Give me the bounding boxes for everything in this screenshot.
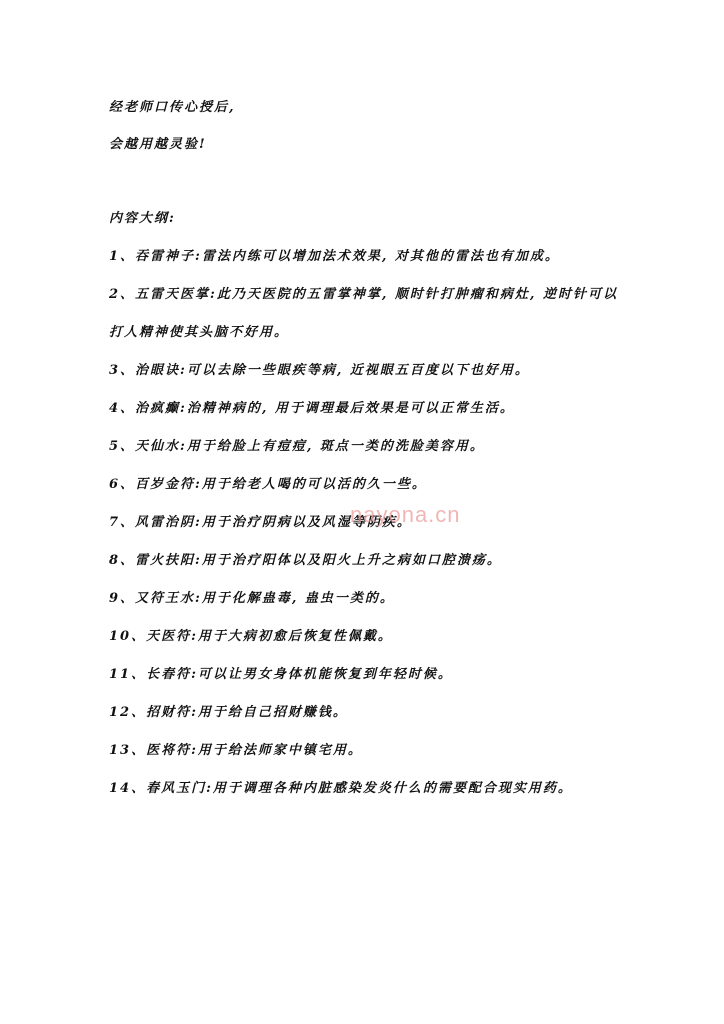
item-number: 3、	[109, 363, 136, 378]
outline-item	[109, 591, 395, 607]
outline-heading: 内容大纲:	[109, 211, 176, 226]
item-description: 用于给脸上有痘痘, 斑点一类的洗脸美容用。	[186, 439, 485, 454]
item-title: 治疯癫:	[135, 401, 187, 416]
item-description: 用于给老人喝的可以活的久一些。	[201, 477, 427, 492]
outline-item	[109, 287, 618, 303]
item-description: 用于给法师家中镇宅用。	[197, 743, 363, 758]
item-number: 2、	[109, 287, 136, 302]
item-description: 打人精神使其头脑不好用。	[109, 325, 290, 340]
watermark: nayona.cn	[350, 502, 461, 527]
item-title: 春风玉门:	[146, 781, 213, 796]
item-number: 4、	[109, 401, 136, 416]
item-description: 用于化解蛊毒, 蛊虫一类的。	[201, 591, 395, 606]
item-number: 12、	[109, 705, 147, 720]
item-title: 风雷治阴:	[135, 515, 202, 530]
item-number: 14、	[109, 781, 147, 796]
outline-item	[109, 743, 363, 759]
item-title: 招财符:	[146, 705, 198, 720]
item-description: 用于大病初愈后恢复性佩戴。	[197, 629, 393, 644]
outline-item	[109, 249, 560, 265]
item-description: 用于治疗阳体以及阳火上升之病如口腔溃疡。	[201, 553, 502, 568]
item-title: 医将符:	[146, 743, 198, 758]
item-description: 用于治疗阴病以及风湿等阴疾。	[201, 515, 412, 530]
item-title: 又符王水:	[135, 591, 202, 606]
outline-item	[109, 477, 427, 493]
item-number: 10、	[109, 629, 147, 644]
item-title: 雷火扶阳:	[135, 553, 202, 568]
outline-item	[109, 553, 502, 569]
item-title: 治眼诀:	[135, 363, 187, 378]
item-title: 天医符:	[146, 629, 198, 644]
outline-item	[109, 363, 530, 379]
item-number: 1、	[109, 249, 136, 264]
item-description: 此乃天医院的五雷掌神掌, 顺时针打肿瘤和病灶, 逆时针可以	[216, 287, 618, 302]
item-description: 用于给自己招财赚钱。	[197, 705, 348, 720]
outline-item	[109, 705, 348, 721]
item-description: 用于调理各种内脏感染发炎什么的需要配合现实用药。	[212, 781, 573, 796]
item-number: 9、	[109, 591, 136, 606]
item-description: 治精神病的, 用于调理最后效果是可以正常生活。	[186, 401, 515, 416]
outline-item-continuation	[109, 325, 289, 341]
item-number: 6、	[109, 477, 136, 492]
intro-line-2: 会越用越灵验!	[109, 137, 207, 152]
item-title: 吞雷神子:	[135, 249, 202, 264]
item-title: 天仙水:	[135, 439, 187, 454]
item-number: 5、	[109, 439, 136, 454]
item-description: 可以去除一些眼疾等病, 近视眼五百度以下也好用。	[186, 363, 530, 378]
outline-item	[109, 401, 515, 417]
outline-item	[109, 781, 573, 797]
item-description: 可以让男女身体机能恢复到年轻时候。	[197, 667, 453, 682]
item-description: 雷法内练可以增加法术效果, 对其他的雷法也有加成。	[201, 249, 560, 264]
item-number: 11、	[109, 667, 147, 682]
item-title: 长春符:	[146, 667, 198, 682]
outline-item	[109, 629, 393, 645]
item-title: 百岁金符:	[135, 477, 202, 492]
item-number: 8、	[109, 553, 136, 568]
outline-item	[109, 667, 453, 683]
outline-item	[109, 439, 485, 455]
intro-line-1: 经老师口传心授后,	[109, 100, 236, 115]
item-number: 13、	[109, 743, 147, 758]
item-title: 五雷天医掌:	[135, 287, 217, 302]
item-number: 7、	[109, 515, 136, 530]
